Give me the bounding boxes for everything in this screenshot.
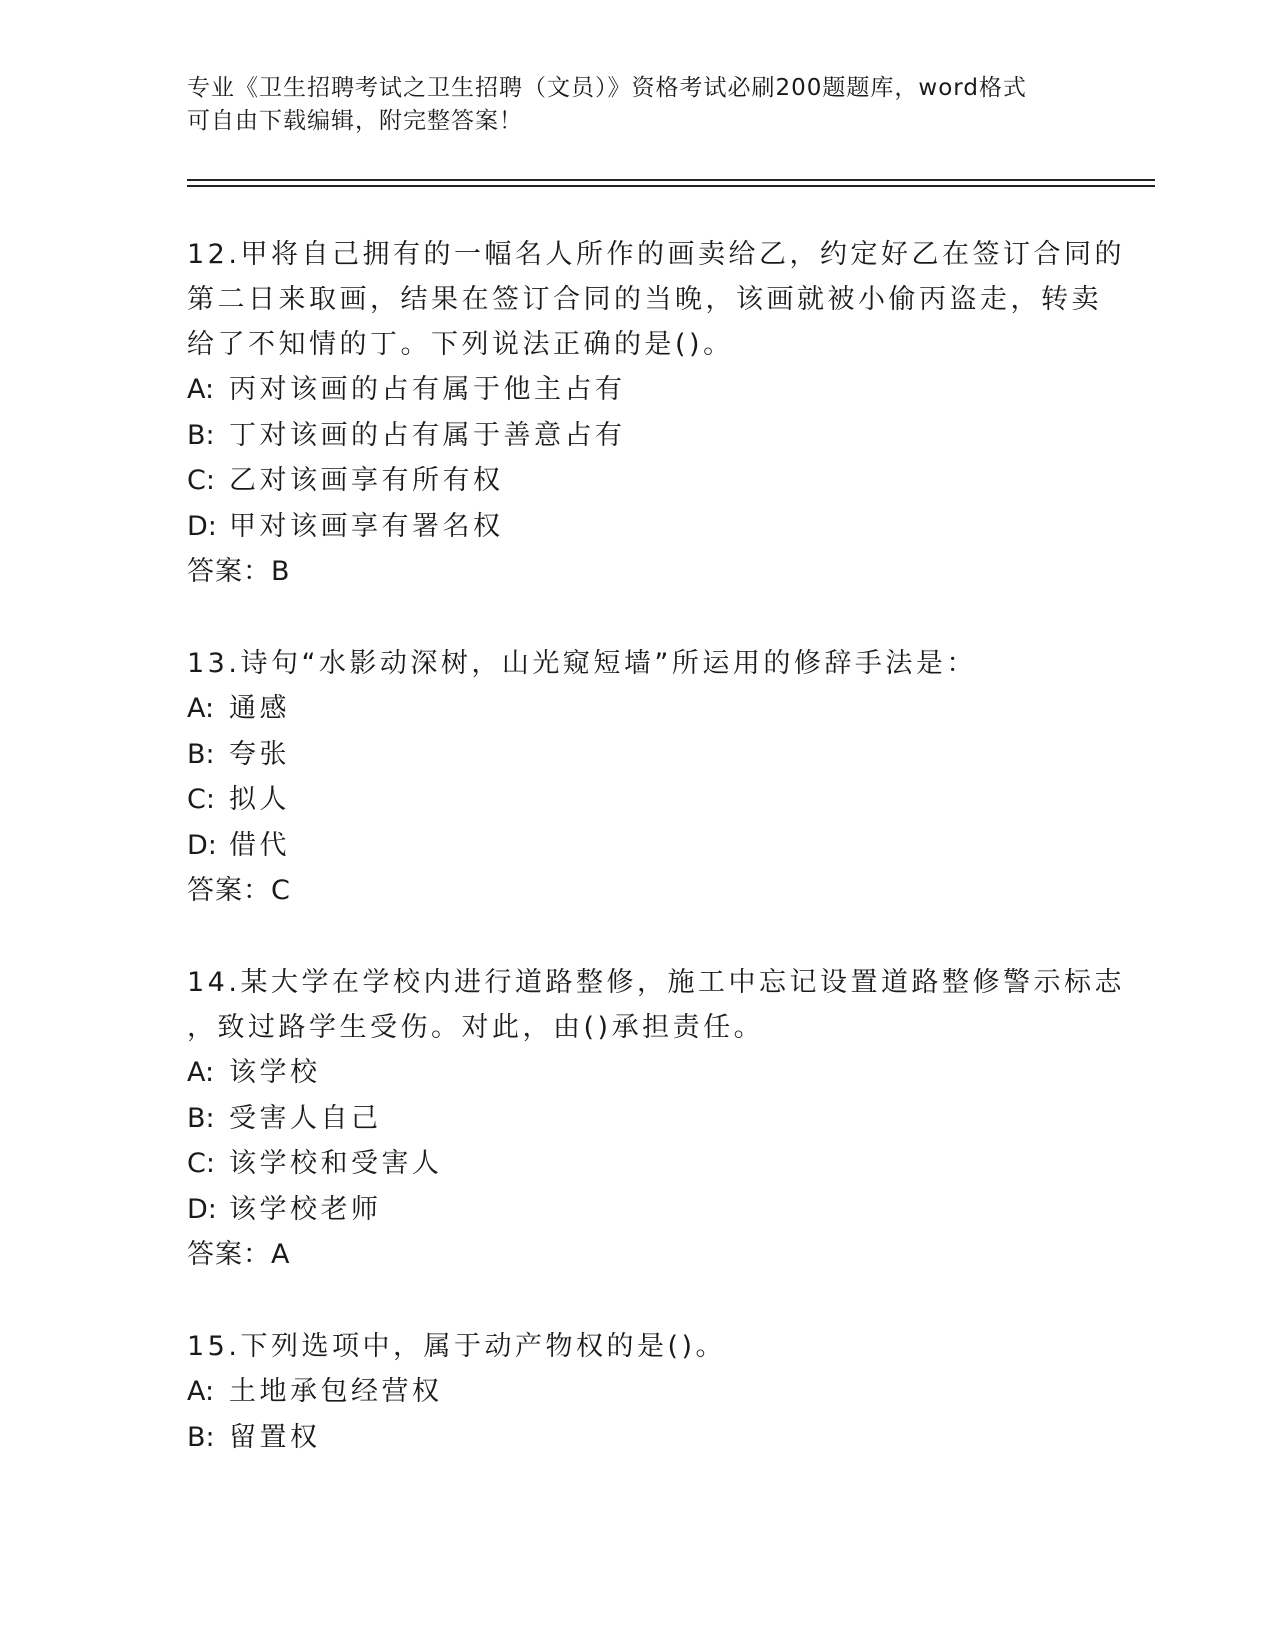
answer-label: 答案： bbox=[187, 1239, 271, 1270]
option-d bbox=[187, 823, 1087, 869]
option-b bbox=[187, 732, 1087, 778]
header-divider-bottom bbox=[187, 185, 1155, 187]
question-spacer bbox=[187, 1277, 1087, 1324]
question-text-line: 给了不知情的丁。下列说法正确的是()。 bbox=[187, 329, 734, 360]
answer-value: A bbox=[271, 1239, 290, 1270]
question-spacer bbox=[187, 594, 1087, 641]
option-b bbox=[187, 1415, 1087, 1461]
option-text: 借代 bbox=[229, 829, 290, 861]
question-list bbox=[187, 232, 1125, 1460]
option-text: 留置权 bbox=[229, 1421, 321, 1453]
question-text-line: 12.甲将自己拥有的一幅名人所作的画卖给乙，约定好乙在签订合同的 bbox=[187, 239, 1125, 270]
option-text: 甲对该画享有署名权 bbox=[229, 510, 504, 542]
option-text: 丁对该画的占有属于善意占有 bbox=[229, 419, 626, 451]
question-text-line: 15.下列选项中，属于动产物权的是()。 bbox=[187, 1331, 727, 1362]
answer-line bbox=[187, 868, 1087, 913]
question-12 bbox=[187, 232, 1125, 594]
option-d bbox=[187, 504, 1087, 550]
question-text-line: ，致过路学生受伤。对此，由()承担责任。 bbox=[187, 1012, 765, 1043]
option-key: A: bbox=[187, 693, 215, 724]
option-text: 丙对该画的占有属于他主占有 bbox=[229, 374, 626, 405]
option-key: D: bbox=[187, 829, 217, 861]
header-divider-top bbox=[187, 179, 1155, 181]
option-key: C: bbox=[187, 465, 215, 496]
option-text: 土地承包经营权 bbox=[229, 1376, 443, 1407]
option-key: C: bbox=[187, 784, 215, 815]
option-c bbox=[187, 458, 1087, 504]
option-text: 拟人 bbox=[229, 784, 290, 815]
question-text-line: 第二日来取画，结果在签订合同的当晚，该画就被小偷丙盗走，转卖 bbox=[187, 284, 1102, 315]
answer-line bbox=[187, 1232, 1087, 1277]
option-text: 乙对该画享有所有权 bbox=[229, 465, 504, 496]
question-text-line: 14.某大学在学校内进行道路整修，施工中忘记设置道路整修警示标志 bbox=[187, 967, 1125, 998]
option-a bbox=[187, 1369, 1087, 1415]
answer-line bbox=[187, 549, 1087, 594]
option-b bbox=[187, 413, 1087, 459]
header-line-1: 专业《卫生招聘考试之卫生招聘（文员）》资格考试必刷200题题库，word格式 bbox=[187, 75, 1027, 101]
option-c bbox=[187, 1141, 1087, 1187]
option-key: A: bbox=[187, 374, 215, 405]
answer-label: 答案： bbox=[187, 875, 271, 906]
option-text: 该学校老师 bbox=[229, 1193, 382, 1225]
option-c bbox=[187, 777, 1087, 823]
option-text: 受害人自己 bbox=[229, 1102, 382, 1134]
option-text: 该学校 bbox=[229, 1057, 321, 1088]
option-key: B: bbox=[187, 419, 215, 451]
option-text: 通感 bbox=[229, 693, 290, 724]
option-key: C: bbox=[187, 1148, 215, 1179]
question-spacer bbox=[187, 913, 1087, 960]
option-key: B: bbox=[187, 1102, 215, 1134]
option-key: D: bbox=[187, 1193, 217, 1225]
option-b bbox=[187, 1096, 1087, 1142]
option-text: 夸张 bbox=[229, 738, 290, 770]
header-line-2: 可自由下载编辑，附完整答案！ bbox=[187, 108, 523, 134]
question-14 bbox=[187, 960, 1125, 1277]
answer-value: C bbox=[271, 875, 290, 906]
option-d bbox=[187, 1187, 1087, 1233]
option-key: D: bbox=[187, 510, 217, 542]
question-13 bbox=[187, 641, 1087, 913]
question-text-line: 13.诗句“水影动深树，山光窥短墙”所运用的修辞手法是： bbox=[187, 648, 977, 679]
document-header bbox=[187, 72, 1087, 138]
option-key: B: bbox=[187, 1421, 215, 1453]
option-a bbox=[187, 1050, 1087, 1096]
answer-value: B bbox=[271, 556, 290, 587]
option-text: 该学校和受害人 bbox=[229, 1148, 443, 1179]
option-a bbox=[187, 686, 1087, 732]
option-a bbox=[187, 367, 1087, 413]
option-key: A: bbox=[187, 1376, 215, 1407]
option-key: B: bbox=[187, 738, 215, 770]
question-15 bbox=[187, 1324, 1087, 1460]
option-key: A: bbox=[187, 1057, 215, 1088]
answer-label: 答案： bbox=[187, 556, 271, 587]
